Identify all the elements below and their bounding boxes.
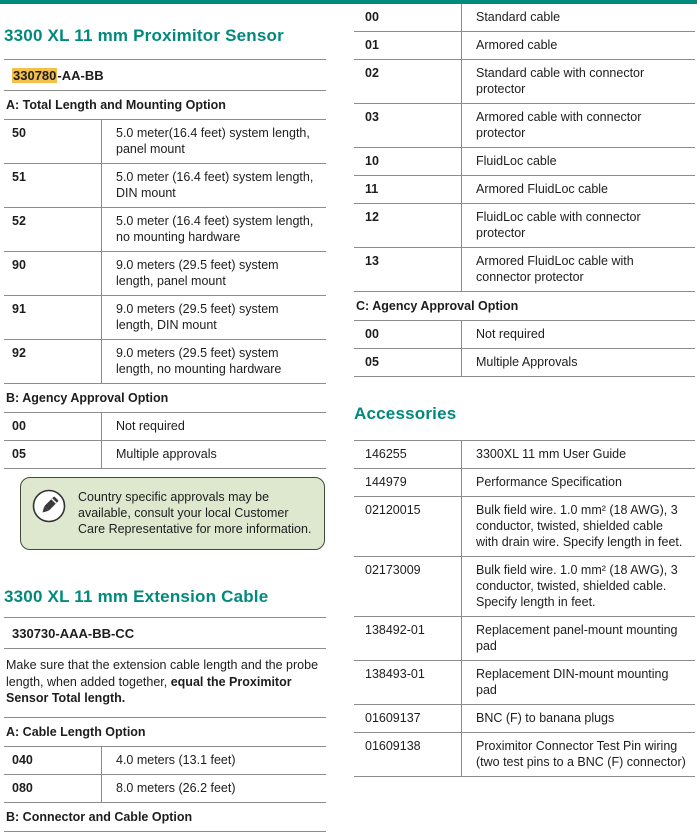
ordering-code-highlight: 330780 <box>13 68 57 83</box>
intro-regular: Make sure that the extension cable length and the probe length, when added together, <box>6 658 319 689</box>
option-code: 52 <box>4 208 102 251</box>
table-row <box>4 340 326 384</box>
extension-ordering-code: 330730-AAA-BB-CC <box>4 617 326 649</box>
table-row <box>4 252 326 296</box>
table-row <box>354 104 695 148</box>
table-row <box>354 349 695 377</box>
option-code: 05 <box>4 441 102 468</box>
option-code: 040 <box>4 747 102 774</box>
option-code: 10 <box>354 148 462 175</box>
accessory-part-number: 02120015 <box>354 497 462 556</box>
accessories-title: Accessories <box>354 404 457 423</box>
pencil-icon <box>31 488 67 537</box>
option-description: Multiple approvals <box>116 447 217 461</box>
note-text: Country specific approvals may be available, consult your local Customer Care Representative for more information. <box>78 490 312 536</box>
option-code: 00 <box>4 413 102 440</box>
sensor-ordering-code <box>4 59 326 91</box>
table-row <box>354 661 695 705</box>
section-header-agency-approval-c: C: Agency Approval Option <box>354 292 695 321</box>
total-length-option-table <box>4 120 326 384</box>
table-row <box>354 148 695 176</box>
accessory-part-number: 146255 <box>354 441 462 468</box>
extension-intro-paragraph <box>4 649 326 718</box>
accessory-description: Replacement panel-mount mounting pad <box>476 623 678 653</box>
option-description: 8.0 meters (26.2 feet) <box>116 780 236 795</box>
option-code: 11 <box>354 176 462 203</box>
option-code: 91 <box>4 296 102 339</box>
table-row <box>4 208 326 252</box>
table-row <box>354 60 695 104</box>
option-code: 05 <box>354 349 462 376</box>
option-description: Armored cable with connector protector <box>476 110 642 140</box>
option-code: 13 <box>354 248 462 291</box>
option-code: 01 <box>354 32 462 59</box>
table-row <box>354 557 695 617</box>
option-code: 02 <box>354 60 462 103</box>
accessory-description: 3300XL 11 mm User Guide <box>476 447 627 461</box>
option-description: Not required <box>116 419 185 433</box>
table-row <box>354 4 695 32</box>
agency-approval-c-table <box>354 321 695 377</box>
option-code: 50 <box>4 120 102 163</box>
table-row <box>4 441 326 469</box>
option-description: 4.0 meters (13.1 feet) <box>116 752 236 767</box>
accessory-description: Proximitor Connector Test Pin wiring (two test pins to a BNC (F) connector) <box>476 739 686 769</box>
option-description: Armored FluidLoc cable <box>476 182 609 196</box>
option-description: 5.0 meter (16.4 feet) system length, no mounting hardware <box>116 214 314 244</box>
extension-section-title: 3300 XL 11 mm Extension Cable <box>4 587 269 606</box>
option-description: 9.0 meters (29.5 feet) system length, DIN mount <box>116 302 279 332</box>
accessory-part-number: 01609138 <box>354 733 462 776</box>
option-description: Standard cable <box>476 10 561 24</box>
accessory-description: BNC (F) to banana plugs <box>476 711 615 725</box>
option-code: 00 <box>354 4 462 31</box>
option-description: 9.0 meters (29.5 feet) system length, no mounting hardware <box>116 346 282 376</box>
option-code: 03 <box>354 104 462 147</box>
option-code: 51 <box>4 164 102 207</box>
option-description: Multiple Approvals <box>476 355 578 369</box>
accessory-part-number: 144979 <box>354 469 462 496</box>
table-row <box>354 733 695 777</box>
cable-length-option-table <box>4 747 326 803</box>
option-description: 5.0 meter (16.4 feet) system length, DIN mount <box>116 170 314 200</box>
accessory-part-number: 138493-01 <box>354 661 462 704</box>
right-column <box>354 0 695 777</box>
option-code: 00 <box>354 321 462 348</box>
table-row <box>4 120 326 164</box>
accessory-description: Performance Specification <box>476 475 622 489</box>
table-row <box>354 441 695 469</box>
table-row <box>354 705 695 733</box>
table-row <box>354 32 695 60</box>
table-row <box>4 296 326 340</box>
left-column <box>4 0 326 832</box>
option-description: Armored cable <box>476 38 558 52</box>
section-header-total-length: A: Total Length and Mounting Option <box>4 91 326 120</box>
option-description: 5.0 meter(16.4 feet) system length, panel mount <box>116 126 310 156</box>
section-header-connector-cable: B: Connector and Cable Option <box>4 803 326 832</box>
option-description: Armored FluidLoc cable with connector protector <box>476 254 634 284</box>
accessory-description: Replacement DIN-mount mounting pad <box>476 667 669 697</box>
ordering-code-rest: -AA-BB <box>57 68 104 83</box>
option-code: 92 <box>4 340 102 383</box>
option-description: FluidLoc cable <box>476 154 557 168</box>
table-row <box>354 321 695 349</box>
accessory-description: Bulk field wire. 1.0 mm² (18 AWG), 3 conductor, twisted, shielded cable. Specify length in feet. <box>476 563 678 609</box>
option-description: FluidLoc cable with connector protector <box>476 210 641 240</box>
section-header-cable-length: A: Cable Length Option <box>4 718 326 747</box>
option-description: 9.0 meters (29.5 feet) system length, panel mount <box>116 258 279 288</box>
agency-approval-option-table <box>4 413 326 469</box>
table-row <box>354 176 695 204</box>
accessory-part-number: 138492-01 <box>354 617 462 660</box>
intro-bold: equal the Proximitor Sensor Total length. <box>6 674 292 705</box>
note-callout <box>20 477 325 550</box>
accessory-description: Bulk field wire. 1.0 mm² (18 AWG), 3 conductor, twisted, shielded cable with drain wire. Specify length in feet. <box>476 503 683 549</box>
table-row <box>4 775 326 803</box>
table-row <box>4 747 326 775</box>
accessories-table <box>354 440 695 777</box>
accessory-part-number: 01609137 <box>354 705 462 732</box>
section-header-agency-approval-b: B: Agency Approval Option <box>4 384 326 413</box>
table-row <box>354 248 695 292</box>
table-row <box>4 164 326 208</box>
table-row <box>354 204 695 248</box>
option-description: Standard cable with connector protector <box>476 66 645 96</box>
option-description: Not required <box>476 327 545 341</box>
table-row <box>354 617 695 661</box>
sensor-section-title: 3300 XL 11 mm Proximitor Sensor <box>4 26 284 45</box>
table-row <box>4 413 326 441</box>
table-row <box>354 497 695 557</box>
table-row <box>354 469 695 497</box>
connector-cable-option-table <box>354 4 695 292</box>
option-code: 080 <box>4 775 102 802</box>
option-code: 12 <box>354 204 462 247</box>
accessory-part-number: 02173009 <box>354 557 462 616</box>
option-code: 90 <box>4 252 102 295</box>
